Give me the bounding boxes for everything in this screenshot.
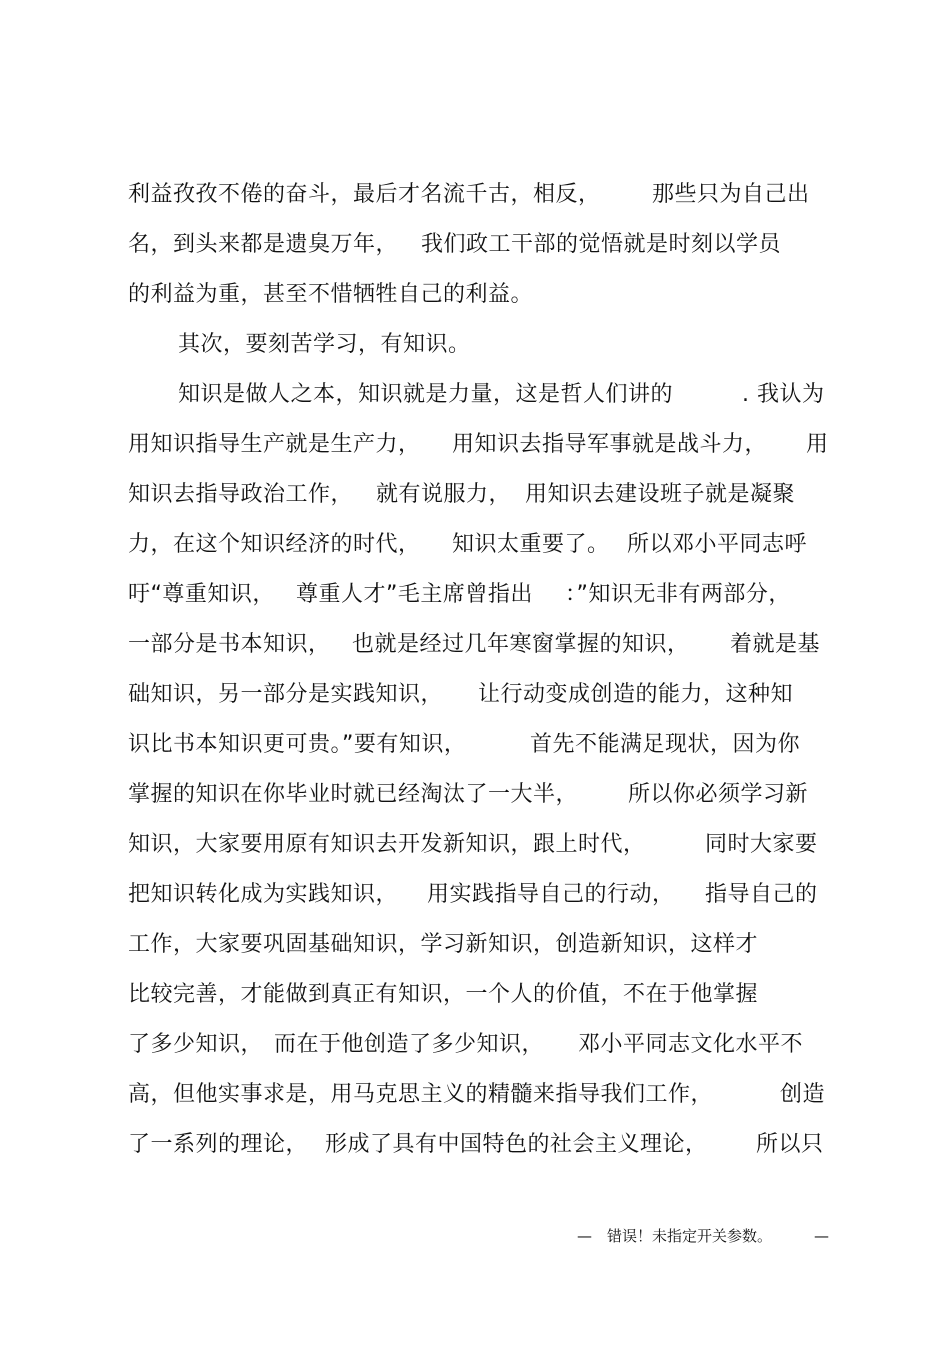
text-segment: 吁“尊重知识， — [128, 582, 275, 607]
footer-text: 错误！未指定开关参数。 — [607, 1227, 773, 1245]
text-segment: 了多少知识， — [128, 1032, 264, 1057]
footer-dash-right: — — [814, 1227, 829, 1245]
text-segment: 同时大家要 — [705, 832, 818, 857]
text-segment: 就有说服力， — [376, 482, 512, 507]
text-segment: 我们政工干部的觉悟就是时刻以学员 — [421, 232, 782, 257]
text-segment: 而在于他创造了多少知识， — [274, 1032, 545, 1057]
text-segment: 利益孜孜不倦的奋斗，最后才名流千古，相反， — [128, 182, 601, 207]
text-segment: 把知识转化成为实践知识， — [128, 882, 399, 907]
text-segment: 一部分是书本知识， — [128, 632, 331, 657]
text-segment: 也就是经过几年寒窗掌握的知识， — [352, 632, 690, 657]
text-segment: 掌握的知识在你毕业时就已经淘汰了一大半， — [128, 782, 579, 807]
text-segment: 尊重人才”毛主席曾指出 — [296, 582, 533, 607]
text-segment: 其次，要刻苦学习，有知识。 — [178, 332, 471, 357]
text-segment: 那些只为自己出 — [652, 182, 810, 207]
text-segment: 创造 — [780, 1082, 826, 1107]
text-segment: 指导自己的 — [705, 882, 818, 907]
text-segment: 的利益为重，甚至不惜牺牲自己的利益。 — [128, 282, 534, 307]
text-segment: 首先不能满足现状，因为你 — [530, 732, 801, 757]
text-segment: 让行动变成创造的能力，这种知 — [478, 682, 794, 707]
text-segment: 知识去指导政治工作， — [128, 482, 354, 507]
footer-dash-left: — — [577, 1227, 592, 1245]
text-segment: 知识，大家要用原有知识去开发新知识，跟上时代， — [128, 832, 646, 857]
text-segment: 了一系列的理论， — [128, 1132, 309, 1157]
text-segment: 用实践指导自己的行动， — [427, 882, 675, 907]
text-segment: 力，在这个知识经济的时代， — [128, 532, 421, 557]
text-segment: 工作，大家要巩固基础知识，学习新知识，创造新知识，这样才 — [128, 932, 759, 957]
text-segment: 用知识去指导军事就是战斗力， — [452, 432, 768, 457]
text-segment: 名，到头来都是遗臭万年， — [128, 232, 399, 257]
text-segment: 知识太重要了。 — [452, 532, 610, 557]
text-segment: 知识是做人之本，知识就是力量，这是哲人们讲的 — [178, 382, 674, 407]
text-segment: 比较完善，才能做到真正有知识，一个人的价值，不在于他掌握 — [128, 982, 759, 1007]
text-segment: 着就是基 — [730, 632, 821, 657]
text-segment: 所以只 — [756, 1132, 824, 1157]
text-segment: 邓小平同志文化水平不 — [578, 1032, 804, 1057]
text-segment: 高，但他实事求是，用马克思主义的精髓来指导我们工作， — [128, 1082, 714, 1107]
text-segment: 用知识去建设班子就是凝聚 — [525, 482, 796, 507]
text-segment: 用 — [806, 432, 829, 457]
text-segment: 形成了具有中国特色的社会主义理论， — [325, 1132, 708, 1157]
page-footer — [0, 1226, 950, 1326]
text-segment: . 我认为 — [742, 382, 825, 407]
text-segment: 所以邓小平同志呼 — [627, 532, 808, 557]
text-segment: ：”知识无非有两部分， — [565, 582, 791, 607]
text-segment: 用知识指导生产就是生产力， — [128, 432, 421, 457]
text-segment: 础知识，另一部分是实践知识， — [128, 682, 444, 707]
text-segment: 所以你必须学习新 — [628, 782, 809, 807]
text-segment: 识比书本知识更可贵。”要有知识， — [128, 732, 467, 757]
